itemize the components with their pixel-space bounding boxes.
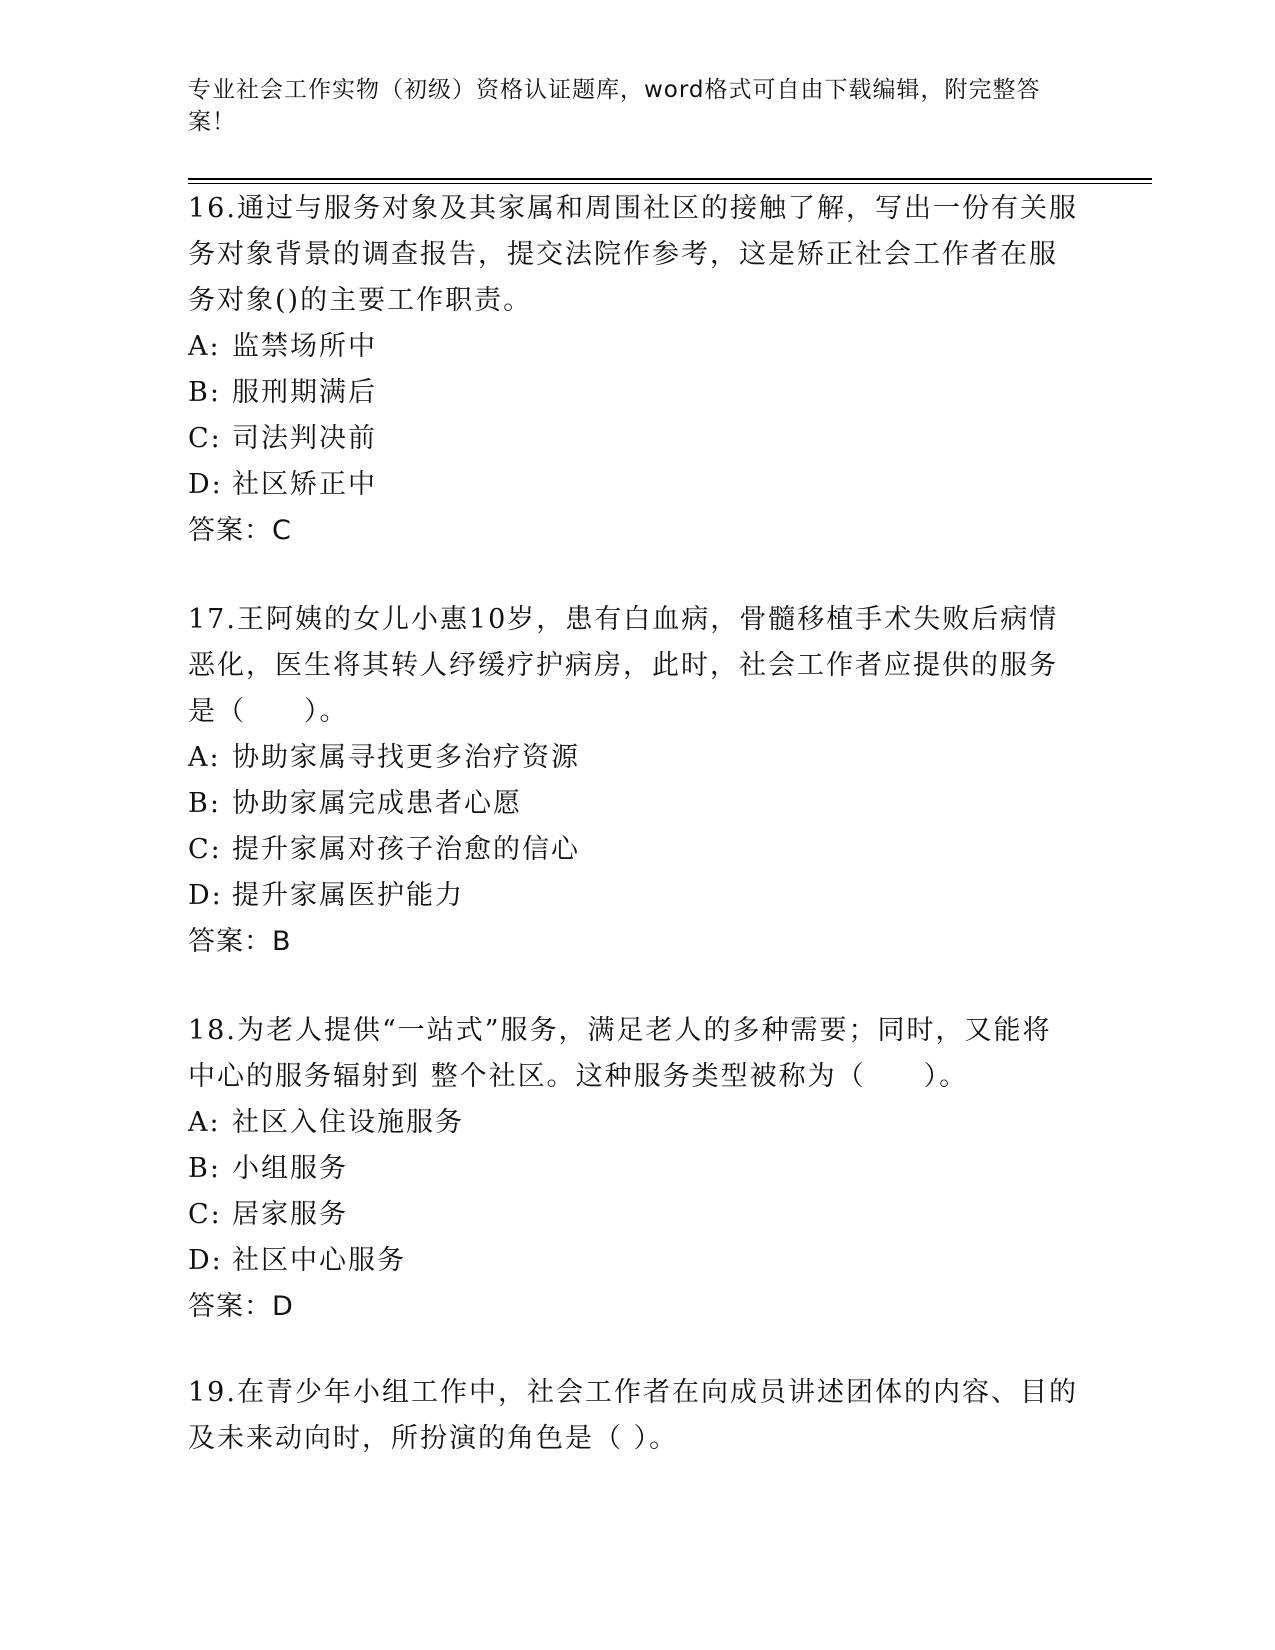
- option-b: [188, 1146, 1078, 1192]
- option-key: C:: [188, 1199, 222, 1230]
- header-note: 专业社会工作实物（初级）资格认证题库，word格式可自由下载编辑，附完整答案！: [188, 77, 1041, 135]
- option-key: A:: [188, 331, 221, 362]
- option-text: 社区矫正中: [232, 469, 377, 500]
- option-text: 社区中心服务: [232, 1245, 406, 1276]
- question-17: [188, 597, 1078, 965]
- option-d: [188, 873, 1078, 919]
- option-a: [188, 1100, 1078, 1146]
- option-a: [188, 735, 1078, 781]
- option-text: 服刑期满后: [232, 377, 377, 408]
- question-16: [188, 186, 1078, 554]
- option-key: C:: [188, 423, 222, 454]
- option-key: B:: [188, 1153, 221, 1184]
- question-18: [188, 1008, 1078, 1330]
- option-text: 协助家属寻找更多治疗资源: [232, 742, 580, 773]
- option-a: [188, 324, 1078, 370]
- question-stem: 16.通过与服务对象及其家属和周围社区的接触了解，写出一份有关服务对象背景的调查报告，提交法院作参考，这是矫正社会工作者在服务对象()的主要工作职责。: [188, 193, 1078, 316]
- option-key: D:: [188, 880, 223, 911]
- option-c: [188, 827, 1078, 873]
- option-key: A:: [188, 742, 221, 773]
- header-divider-thin: [188, 183, 1152, 184]
- option-c: [188, 1192, 1078, 1238]
- option-text: 司法判决前: [232, 423, 377, 454]
- option-d: [188, 462, 1078, 508]
- option-text: 提升家属医护能力: [232, 880, 464, 911]
- option-key: A:: [188, 1107, 221, 1138]
- option-key: C:: [188, 834, 222, 865]
- option-b: [188, 781, 1078, 827]
- answer-line: 答案：C: [188, 515, 292, 546]
- option-text: 小组服务: [232, 1153, 348, 1184]
- option-c: [188, 416, 1078, 462]
- question-19: [188, 1370, 1078, 1462]
- option-d: [188, 1238, 1078, 1284]
- option-text: 提升家属对孩子治愈的信心: [232, 834, 580, 865]
- question-stem: 18.为老人提供“一站式”服务，满足老人的多种需要；同时，又能将中心的服务辐射到 整个社区。这种服务类型被称为（ ）。: [188, 1015, 1052, 1092]
- option-key: B:: [188, 377, 221, 408]
- option-key: D:: [188, 469, 223, 500]
- header-divider: [188, 178, 1152, 180]
- option-key: B:: [188, 788, 221, 819]
- answer-line: 答案：B: [188, 926, 292, 957]
- option-text: 居家服务: [232, 1199, 348, 1230]
- option-text: 协助家属完成患者心愿: [232, 788, 522, 819]
- option-text: 社区入住设施服务: [232, 1107, 464, 1138]
- question-stem: 19.在青少年小组工作中，社会工作者在向成员讲述团体的内容、目的及未来动向时，所扮演的角色是（ ）。: [188, 1377, 1078, 1454]
- question-stem: 17.王阿姨的女儿小惠10岁，患有白血病，骨髓移植手术失败后病情恶化，医生将其转人纾缓疗护病房，此时，社会工作者应提供的服务是（ ）。: [188, 604, 1059, 727]
- answer-line: 答案：D: [188, 1291, 294, 1322]
- option-text: 监禁场所中: [232, 331, 377, 362]
- option-key: D:: [188, 1245, 223, 1276]
- option-b: [188, 370, 1078, 416]
